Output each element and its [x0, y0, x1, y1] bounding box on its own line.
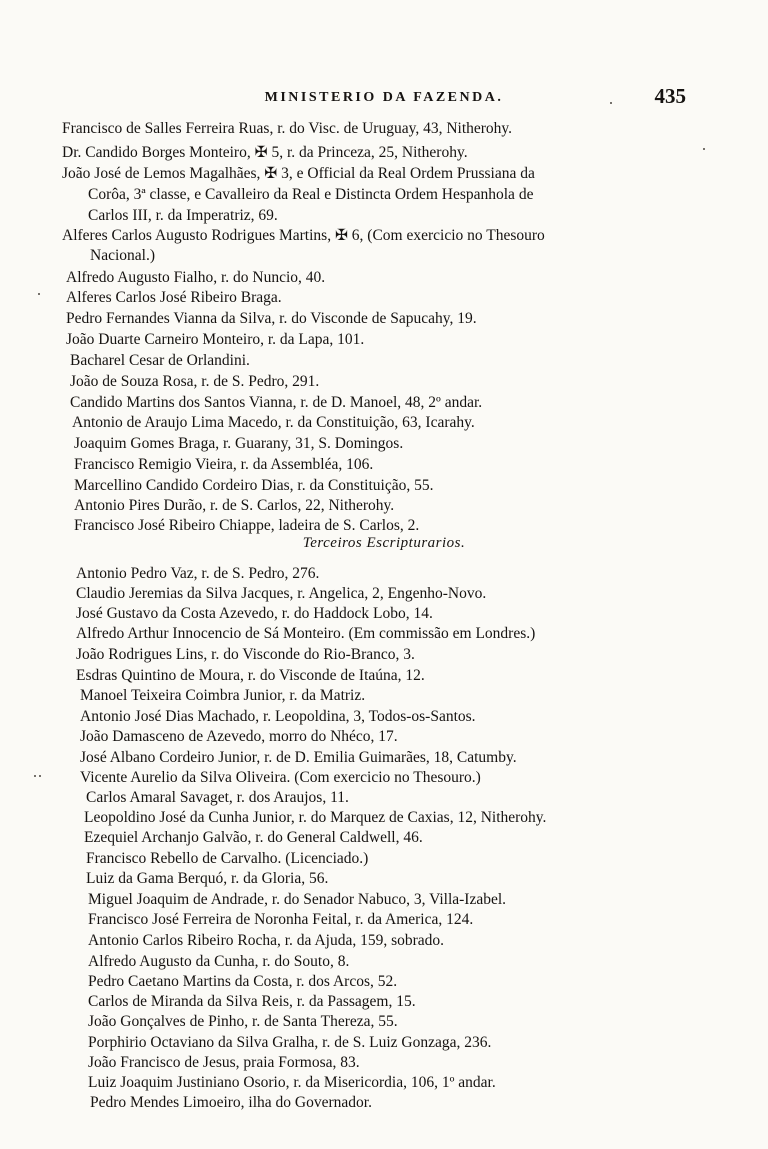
ink-speck	[610, 102, 612, 104]
ink-speck	[39, 775, 41, 777]
list-item: Joaquim Gomes Braga, r. Guarany, 31, S. Domingos.	[74, 435, 404, 452]
list-item: Antonio Pedro Vaz, r. de S. Pedro, 276.	[76, 565, 320, 582]
list-item: Alfredo Augusto da Cunha, r. do Souto, 8.	[88, 953, 350, 970]
list-item: Francisco Remigio Vieira, r. da Assembléa, 106.	[74, 456, 374, 473]
list-item: Pedro Fernandes Vianna da Silva, r. do Visconde de Sapucahy, 19.	[66, 310, 477, 327]
list-item: João Gonçalves de Pinho, r. de Santa Thereza, 55.	[88, 1013, 398, 1030]
list-item: Francisco José Ribeiro Chiappe, ladeira de S. Carlos, 2.	[74, 517, 420, 534]
list-item: Alfredo Arthur Innocencio de Sá Monteiro. (Em commissão em Londres.)	[76, 625, 536, 642]
list-item: João Rodrigues Lins, r. do Visconde do Rio-Branco, 3.	[76, 646, 415, 663]
list-item: João Duarte Carneiro Monteiro, r. da Lapa, 101.	[66, 331, 365, 348]
page-number: 435	[654, 84, 686, 108]
list-item: Bacharel Cesar de Orlandini.	[70, 352, 250, 369]
list-item: Pedro Mendes Limoeiro, ilha do Governador.	[90, 1094, 372, 1111]
list-item: Corôa, 3ª classe, e Cavalleiro da Real e Distincta Ordem Hespanhola de	[88, 186, 534, 203]
list-item: João José de Lemos Magalhães, ✠ 3, e Official da Real Ordem Prussiana da	[62, 165, 535, 182]
list-item: Manoel Teixeira Coimbra Junior, r. da Matriz.	[80, 687, 366, 704]
list-item: Marcellino Candido Cordeiro Dias, r. da Constituição, 55.	[74, 477, 434, 494]
list-item: Alferes Carlos Augusto Rodrigues Martins, ✠ 6, (Com exercicio no Thesouro	[62, 227, 545, 244]
list-item: Nacional.)	[90, 247, 155, 264]
list-item: Alfredo Augusto Fialho, r. do Nuncio, 40.	[66, 269, 326, 286]
ink-speck	[34, 775, 36, 777]
list-item: Carlos III, r. da Imperatriz, 69.	[88, 207, 278, 224]
list-item: Carlos Amaral Savaget, r. dos Araujos, 11.	[86, 789, 349, 806]
list-item: Pedro Caetano Martins da Costa, r. dos Arcos, 52.	[88, 973, 398, 990]
list-item: Luiz da Gama Berquó, r. da Gloria, 56.	[86, 870, 329, 887]
list-item: Claudio Jeremias da Silva Jacques, r. Angelica, 2, Engenho-Novo.	[76, 585, 487, 602]
list-item: José Gustavo da Costa Azevedo, r. do Haddock Lobo, 14.	[76, 605, 433, 622]
list-item: Carlos de Miranda da Silva Reis, r. da Passagem, 15.	[88, 993, 416, 1010]
list-item: Candido Martins dos Santos Vianna, r. de D. Manoel, 48, 2º andar.	[70, 394, 483, 411]
list-item: Antonio Carlos Ribeiro Rocha, r. da Ajuda, 159, sobrado.	[88, 932, 445, 949]
list-item: Dr. Candido Borges Monteiro, ✠ 5, r. da Princeza, 25, Nitherohy.	[62, 144, 468, 161]
ink-speck	[703, 148, 705, 150]
list-item: João Damasceno de Azevedo, morro do Nhéco, 17.	[80, 728, 398, 745]
running-head: MINISTERIO DA FAZENDA.	[264, 90, 504, 105]
list-item: Luiz Joaquim Justiniano Osorio, r. da Misericordia, 106, 1º andar.	[88, 1074, 496, 1091]
list-item: Porphirio Octaviano da Silva Gralha, r. de S. Luiz Gonzaga, 236.	[88, 1034, 492, 1051]
list-item: Antonio Pires Durão, r. de S. Carlos, 22, Nitherohy.	[74, 497, 395, 514]
list-item: Francisco José Ferreira de Noronha Feital, r. da America, 124.	[88, 911, 474, 928]
list-item: Francisco de Salles Ferreira Ruas, r. do Visc. de Uruguay, 43, Nitherohy.	[62, 120, 513, 137]
list-item: Leopoldino José da Cunha Junior, r. do Marquez de Caxias, 12, Nitherohy.	[84, 809, 547, 826]
list-item: Vicente Aurelio da Silva Oliveira. (Com exercicio no Thesouro.)	[80, 769, 481, 786]
list-item: João Francisco de Jesus, praia Formosa, 83.	[88, 1054, 360, 1071]
page-header	[0, 84, 768, 114]
list-item: Antonio de Araujo Lima Macedo, r. da Constituição, 63, Icarahy.	[72, 414, 475, 431]
list-item: Ezequiel Archanjo Galvão, r. do General Caldwell, 46.	[84, 829, 423, 846]
ink-speck	[38, 293, 40, 295]
list-item: José Albano Cordeiro Junior, r. de D. Emilia Guimarães, 18, Catumby.	[80, 749, 517, 766]
list-item: Francisco Rebello de Carvalho. (Licenciado.)	[86, 850, 369, 867]
list-item: Antonio José Dias Machado, r. Leopoldina, 3, Todos-os-Santos.	[80, 708, 476, 725]
list-item: João de Souza Rosa, r. de S. Pedro, 291.	[70, 373, 320, 390]
section-heading: Terceiros Escripturarios.	[302, 535, 466, 551]
list-item: Miguel Joaquim de Andrade, r. do Senador Nabuco, 3, Villa-Izabel.	[88, 891, 507, 908]
list-item: Esdras Quintino de Moura, r. do Visconde de Itaúna, 12.	[76, 667, 425, 684]
list-item: Alferes Carlos José Ribeiro Braga.	[66, 289, 282, 306]
